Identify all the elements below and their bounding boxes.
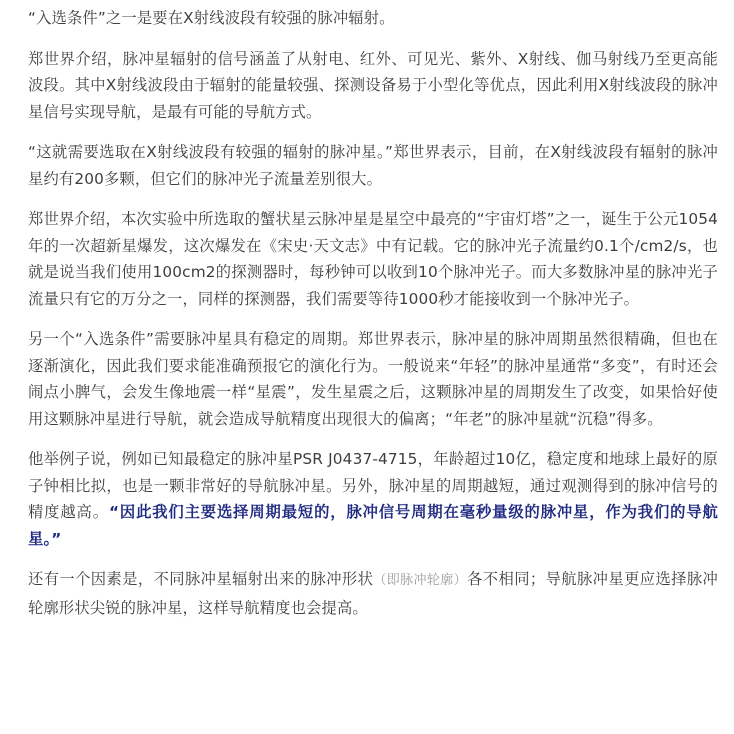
profile-text-before: 还有一个因素是，不同脉冲星辐射出来的脉冲形状 [28, 570, 374, 588]
paragraph-xray-pulsars: “这就需要选取在X射线波段有较强的辐射的脉冲星。”郑世界表示，目前，在X射线波段有辐射的脉冲星约有200多颗，但它们的脉冲光子流量差别很大。 [28, 143, 718, 188]
paragraph-signal-bands: 郑世界介绍，脉冲星辐射的信号涵盖了从射电、红外、可见光、紫外、X射线、伽马射线乃至更高能波段。其中X射线波段由于辐射的能量较强、探测设备易于小型化等优点，因此利用X射线波段的脉冲星信号实现导航，是最有可能的导航方式。 [28, 49, 718, 121]
article-body [28, 0, 718, 621]
paragraph-stable-period: 另一个“入选条件”需要脉冲星具有稳定的周期。郑世界表示，脉冲星的脉冲周期虽然很精确，但也在逐渐演化，因此我们要求能准确预报它的演化行为。一般说来“年轻”的脉冲星通常“多变”，有时还会闹点小脾气，会发生像地震一样“星震”，发生星震之后，这颗脉冲星的周期发生了改变，如果恰好使用这颗脉冲星进行导航，就会造成导航精度出现很大的偏离；“年老”的脉冲星就“沉稳”得多。 [28, 330, 718, 428]
paragraph-example [28, 446, 718, 552]
emphasis-quote: “因此我们主要选择周期最短的，脉冲信号周期在毫秒量级的脉冲星，作为我们的导航星。” [28, 503, 718, 548]
paragraph-pulse-profile [28, 566, 718, 621]
paragraph-crab-pulsar: 郑世界介绍，本次实验中所选取的蟹状星云脉冲星是星空中最亮的“宇宙灯塔”之一，诞生于公元1054年的一次超新星爆发，这次爆发在《宋史·天文志》中有记载。它的脉冲光子流量约0.1个/cm2/s，也就是说当我们使用100cm2的探测器时，每秒钟可以收到10个脉冲光子。而大多数脉冲星的脉冲光子流量只有它的万分之一，同样的探测器，我们需要等待1000秒才能接收到一个脉冲光子。 [28, 210, 718, 308]
paragraph-selection-criteria: “入选条件”之一是要在X射线波段有较强的脉冲辐射。 [28, 9, 395, 27]
example-text: 他举例子说，例如已知最稳定的脉冲星PSR J0437-4715，年龄超过10亿，稳定度和地球上最好的原子钟相比拟，也是一颗非常好的导航脉冲星。另外，脉冲星的周期越短，通过观测得到的脉冲信号的精度越高。 [28, 450, 718, 521]
profile-note: （即脉冲轮廓） [373, 573, 468, 588]
profile-text-after: 各不相同；导航脉冲星更应选择脉冲轮廓形状尖锐的脉冲星，这样导航精度也会提高。 [28, 570, 718, 617]
